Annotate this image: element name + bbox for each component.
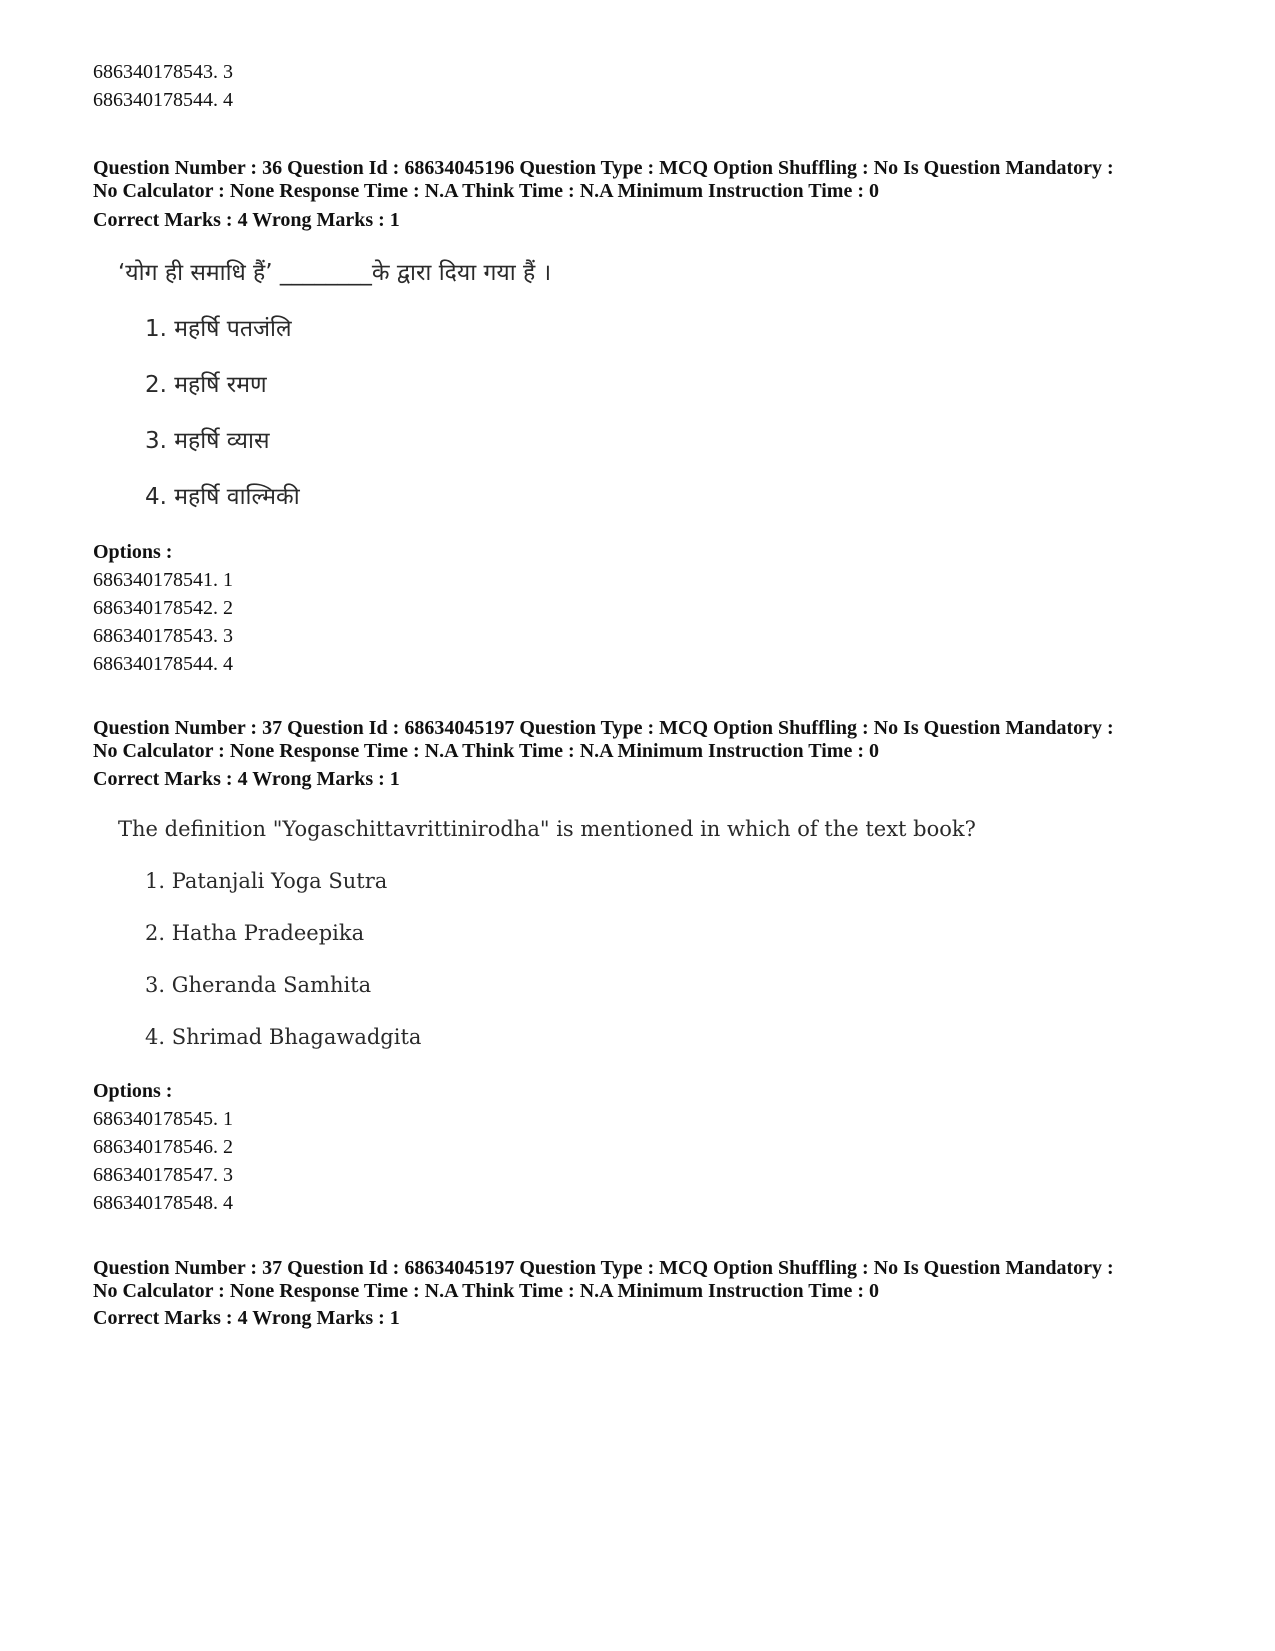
question-36-header-line2: No Calculator : None Response Time : N.A Think Time : N.A Minimum Instruction Time : 0 <box>93 180 879 202</box>
option-id-line: 686340178543. 3 <box>93 61 233 83</box>
question-37-option-3: 686340178547. 3 <box>93 1164 233 1186</box>
question-36-header-line1: Question Number : 36 Question Id : 68634045196 Question Type : MCQ Option Shuffling : No Is Question Mandatory : <box>93 157 1114 179</box>
question-36-choice-2: 2. महर्षि रमण <box>145 372 267 398</box>
question-36-option-4: 686340178544. 4 <box>93 653 233 675</box>
question-36-option-3: 686340178543. 3 <box>93 625 233 647</box>
question-37-choice-1: 1. Patanjali Yoga Sutra <box>145 869 388 893</box>
question-37-repeat-marks: Correct Marks : 4 Wrong Marks : 1 <box>93 1307 400 1329</box>
question-37-marks: Correct Marks : 4 Wrong Marks : 1 <box>93 768 400 790</box>
question-37-option-4: 686340178548. 4 <box>93 1192 233 1214</box>
option-id-line: 686340178544. 4 <box>93 89 233 111</box>
question-37-choice-2: 2. Hatha Pradeepika <box>145 921 365 945</box>
question-36-option-1: 686340178541. 1 <box>93 569 233 591</box>
question-36-options-label: Options : <box>93 541 173 563</box>
question-36-marks: Correct Marks : 4 Wrong Marks : 1 <box>93 209 400 231</box>
question-37-choice-3: 3. Gheranda Samhita <box>145 973 372 997</box>
question-37-stem: The definition "Yogaschittavrittinirodha" is mentioned in which of the text book? <box>118 817 976 841</box>
question-36-option-2: 686340178542. 2 <box>93 597 233 619</box>
question-37-repeat-header-line1: Question Number : 37 Question Id : 68634045197 Question Type : MCQ Option Shuffling : No Is Question Mandatory : <box>93 1257 1114 1279</box>
question-37-header-line2: No Calculator : None Response Time : N.A Think Time : N.A Minimum Instruction Time : 0 <box>93 740 879 762</box>
question-37-choice-4: 4. Shrimad Bhagawadgita <box>145 1025 422 1049</box>
question-36-stem: ‘योग ही समाधि हैं’ ________के द्वारा दिया गया हैं । <box>118 260 552 286</box>
question-37-header-line1: Question Number : 37 Question Id : 68634045197 Question Type : MCQ Option Shuffling : No Is Question Mandatory : <box>93 717 1114 739</box>
question-36-choice-1: 1. महर्षि पतजंलि <box>145 316 292 342</box>
question-37-option-2: 686340178546. 2 <box>93 1136 233 1158</box>
question-37-repeat-header-line2: No Calculator : None Response Time : N.A Think Time : N.A Minimum Instruction Time : 0 <box>93 1280 879 1302</box>
question-36-choice-3: 3. महर्षि व्यास <box>145 428 270 454</box>
question-36-choice-4: 4. महर्षि वाल्मिकी <box>145 484 300 510</box>
question-37-option-1: 686340178545. 1 <box>93 1108 233 1130</box>
question-37-options-label: Options : <box>93 1080 173 1102</box>
